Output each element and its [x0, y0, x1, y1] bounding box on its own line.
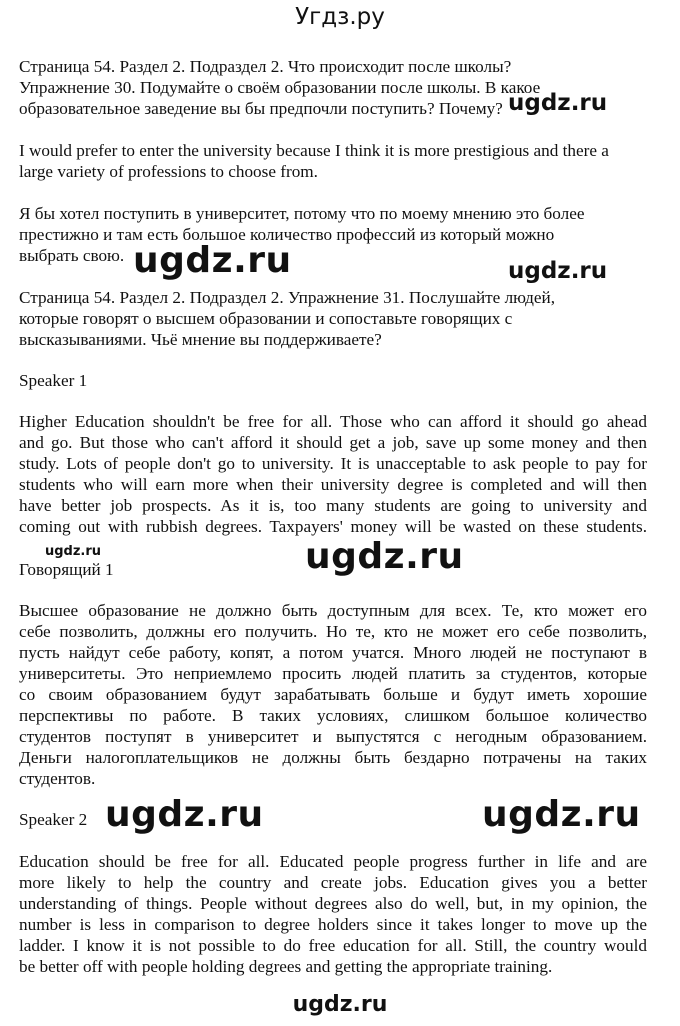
text-line: Страница 54. Раздел 2. Подраздел 2. Упражнение 31. Послушайте людей,	[19, 288, 555, 307]
text-line: number is less in comparison to degree holders since it takes longer to move up the	[19, 915, 647, 934]
text-line: студентов поступят в университет и выпустятся с негодным образованием.	[19, 727, 647, 746]
text-line: университеты. Это неприемлемо просить людей платить за студентов, которые	[19, 664, 647, 683]
speaker-2-text	[19, 851, 647, 977]
text-line: престижно и там есть большое количество профессий из который можно	[19, 225, 555, 244]
text-line: Страница 54. Раздел 2. Подраздел 2. Что происходит после школы?	[19, 57, 512, 76]
text-line: ladder. I know it is not possible to do free education for all. Still, the country would	[19, 936, 647, 955]
text-line: со своим образованием будут зарабатывать больше и будут иметь хорошие	[19, 685, 647, 704]
text-line: Деньги налогоплательщиков не должны быть бездарно потрачены на таких	[19, 748, 647, 767]
text-line: large variety of professions to choose from.	[19, 162, 318, 181]
text-line: Education should be free for all. Educated people progress further in life and are	[19, 852, 647, 871]
text-line: understanding of things. People without degrees also do well, but, in my opinion, the	[19, 894, 647, 913]
text-line: and go. But those who can't afford it should get a job, save up some money and then	[19, 433, 647, 452]
question-2	[19, 287, 647, 350]
footer-watermark: ugdz.ru	[292, 992, 388, 1017]
text-line: высказываниями. Чьё мнение вы поддерживаете?	[19, 330, 382, 349]
text-line: study. Lots of people don't go to university. It is unacceptable to ask people to pay for	[19, 454, 647, 473]
text-line: пусть найдут себе работу, копят, а потом учатся. Много людей не поступают в	[19, 643, 647, 662]
text-line: образовательное заведение вы бы предпочли поступить? Почему?	[19, 99, 503, 118]
text-line: have better job prospects. As it is, too many students are going to university and	[19, 496, 647, 515]
text-line: Я бы хотел поступить в университет, потому что по моему мнению это более	[19, 204, 585, 223]
text-line: Higher Education shouldn't be free for all. Those who can afford it should go ahead	[19, 412, 647, 431]
speaker-label: Speaker 2	[19, 810, 88, 829]
text-line: которые говорят о высшем образовании и сопоставьте говорящих с	[19, 309, 513, 328]
text-line: I would prefer to enter the university because I think it is more prestigious and there a	[19, 141, 609, 160]
text-line: Упражнение 30. Подумайте о своём образовании после школы. В какое	[19, 78, 541, 97]
text-line: студентов.	[19, 769, 96, 788]
watermark: ugdz.ru	[508, 258, 608, 284]
text-line: выбрать свою.	[19, 246, 125, 265]
speaker-1-label	[19, 370, 647, 391]
watermark: ugdz.ru	[305, 536, 464, 577]
speaker-1-text	[19, 411, 647, 537]
text-line: Высшее образование не должно быть доступным для всех. Те, кто может его	[19, 601, 647, 620]
answer-1-english	[19, 140, 647, 182]
watermark: ugdz.ru	[508, 90, 608, 116]
text-line: перспективы по работе. В таких условиях, слишком большое количество	[19, 706, 647, 725]
watermark: ugdz.ru	[45, 544, 102, 559]
speaker-1-ru-text	[19, 600, 647, 789]
answer-1-russian	[19, 203, 647, 266]
text-line: себе позволить, должны его получить. Но те, кто не может его себе позволить,	[19, 622, 647, 641]
text-line: be better off with people holding degrees and getting the appropriate training.	[19, 957, 553, 976]
speaker-label: Говорящий 1	[19, 560, 114, 579]
text-line: more likely to help the country and create jobs. Education gives you a better	[19, 873, 647, 892]
text-line: students who will earn more when their university degree is completed and will then	[19, 475, 647, 494]
watermark: ugdz.ru	[133, 240, 292, 281]
speaker-label: Speaker 1	[19, 371, 88, 390]
site-title: Угдз.ру	[295, 4, 385, 30]
text-line: coming out with rubbish degrees. Taxpayers' money will be wasted on these students.	[19, 517, 647, 536]
watermark: ugdz.ru	[482, 794, 641, 835]
watermark: ugdz.ru	[105, 794, 264, 835]
